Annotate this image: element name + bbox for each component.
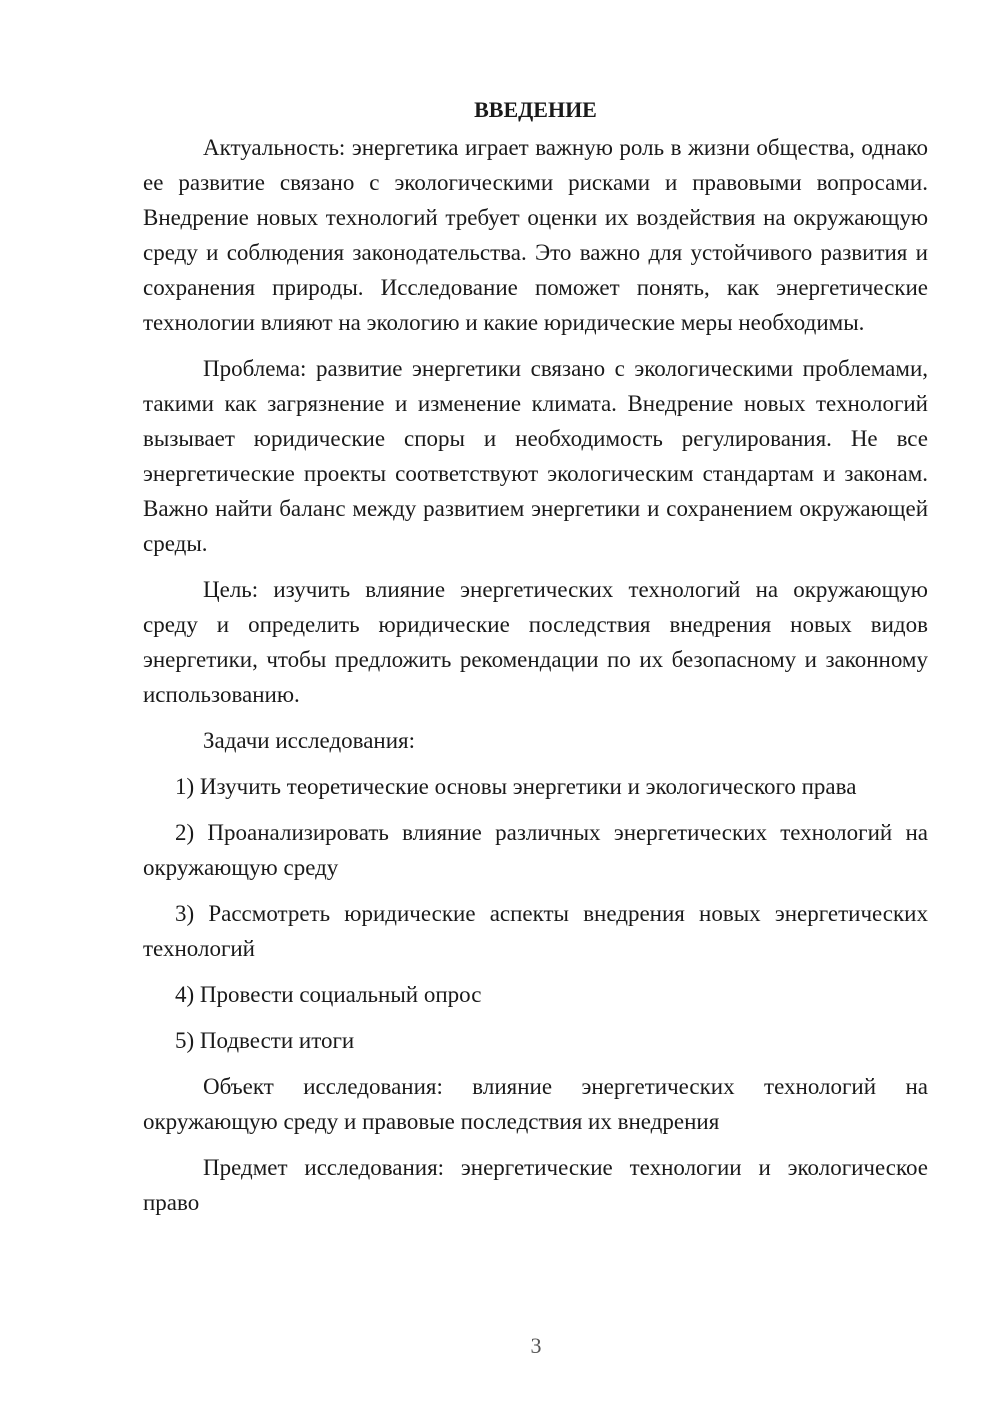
tasks-heading: Задачи исследования: bbox=[203, 728, 416, 753]
page-title: ВВЕДЕНИЕ bbox=[474, 97, 597, 122]
goal-paragraph: Цель: изучить влияние энергетических технологий на окружающую среду и определить юридические последствия внедрения новых видов энергетики, чтобы предложить рекомендации по их безопасному и законному использованию. bbox=[143, 577, 928, 707]
subject-paragraph: Предмет исследования: энергетические технологии и экологическое право bbox=[143, 1155, 928, 1215]
relevance-paragraph: Актуальность: энергетика играет важную роль в жизни общества, однако ее развитие связано с экологическими рисками и правовыми вопросами. Внедрение новых технологий требует оценки их воздействия на окружающую среду и соблюдения законодательства. Это важно для устойчивого развития и сохранения природы. Исследование поможет понять, как энергетические технологии влияют на экологию и какие юридические меры необходимы. bbox=[143, 135, 928, 335]
task-item: 3) Рассмотреть юридические аспекты внедрения новых энергетических технологий bbox=[143, 901, 928, 961]
task-item: 5) Подвести итоги bbox=[175, 1028, 355, 1053]
task-item: 4) Провести социальный опрос bbox=[175, 982, 482, 1007]
task-item: 2) Проанализировать влияние различных энергетических технологий на окружающую среду bbox=[143, 820, 928, 880]
object-paragraph: Объект исследования: влияние энергетических технологий на окружающую среду и правовые последствия их внедрения bbox=[143, 1074, 928, 1134]
page-content bbox=[143, 94, 928, 1231]
task-item: 1) Изучить теоретические основы энергетики и экологического права bbox=[175, 774, 857, 799]
problem-paragraph: Проблема: развитие энергетики связано с экологическими проблемами, такими как загрязнение и изменение климата. Внедрение новых технологий вызывает юридические споры и необходимость регулирования. Не все энергетические проекты соответствуют экологическим стандартам и законам. Важно найти баланс между развитием энергетики и сохранением окружающей среды. bbox=[143, 356, 928, 556]
page-number: 3 bbox=[530, 1333, 542, 1358]
